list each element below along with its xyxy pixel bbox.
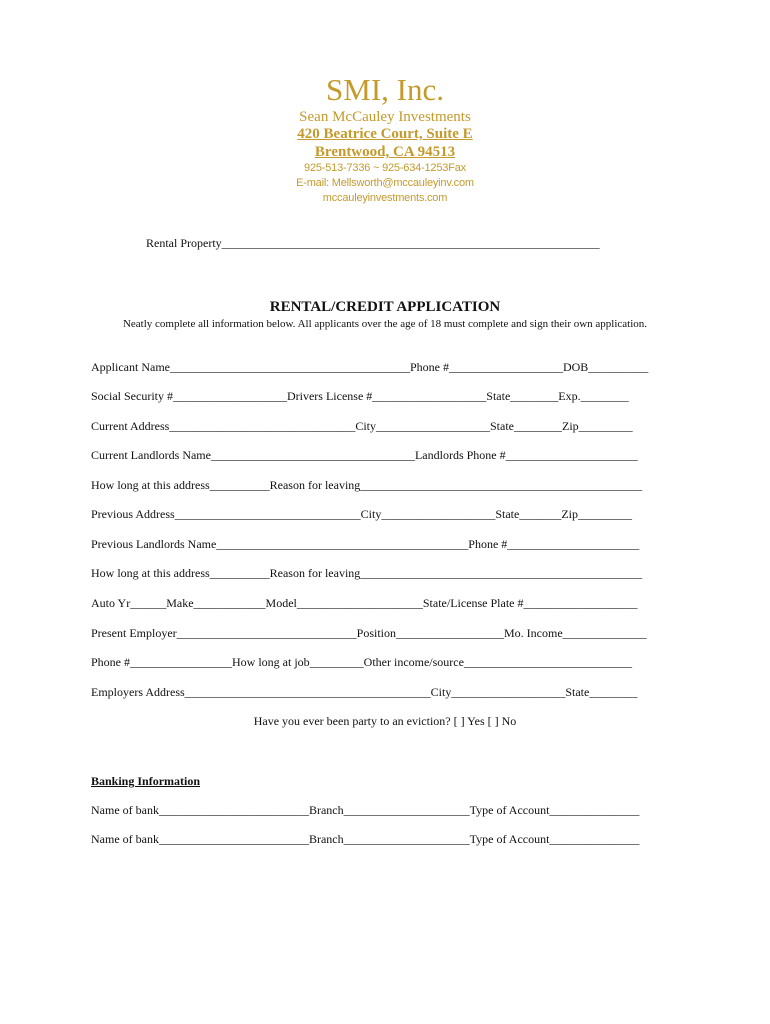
employment-phone-row[interactable]: Phone #_________________How long at job_________Other income/source____________________________ [91, 655, 632, 669]
previous-landlord-row[interactable]: Previous Landlords Name__________________________________________Phone #______________________ [91, 537, 640, 551]
current-duration-row[interactable]: How long at this address__________Reason for leaving_______________________________________________ [91, 478, 643, 492]
employer-address-row[interactable]: Employers Address_________________________________________City___________________State________ [91, 685, 638, 699]
rental-property-field[interactable]: Rental Property_______________________________________________________________ [146, 236, 600, 250]
application-instructions: Neatly complete all information below. All applicants over the age of 18 must complete and sign their own application. [122, 318, 648, 330]
previous-duration-row[interactable]: How long at this address__________Reason for leaving_______________________________________________ [91, 566, 643, 580]
address-line-2: Brentwood, CA 94513 [314, 144, 456, 160]
bank-row[interactable]: Name of bank_________________________Branch_____________________Type of Account_______________ [91, 832, 640, 846]
phone-fax-line: 925-513-7336 ~ 925-634-1253Fax [304, 162, 466, 174]
website-line: mccauleyinvestments.com [322, 192, 448, 204]
applicant-name-row[interactable]: Applicant Name________________________________________Phone #___________________DOB__________ [91, 360, 649, 374]
current-landlord-row[interactable]: Current Landlords Name__________________________________Landlords Phone #______________________ [91, 448, 638, 462]
bank-row[interactable]: Name of bank_________________________Branch_____________________Type of Account_______________ [91, 803, 640, 817]
company-name: SMI, Inc. [326, 72, 444, 107]
employer-row[interactable]: Present Employer______________________________Position__________________Mo. Income______________ [91, 626, 647, 640]
previous-address-row[interactable]: Previous Address_______________________________City___________________State_______Zip_________ [91, 507, 632, 521]
banking-heading: Banking Information [91, 774, 201, 788]
application-title: RENTAL/CREDIT APPLICATION [269, 299, 501, 315]
address-line-1: 420 Beatrice Court, Suite E [297, 126, 473, 142]
social-security-row[interactable]: Social Security #___________________Drivers License #___________________State________Exp.________ [91, 389, 629, 403]
email-line: E-mail: Mellsworth@mccauleyinv.com [296, 177, 474, 189]
company-subtitle: Sean McCauley Investments [299, 109, 471, 125]
current-address-row[interactable]: Current Address_______________________________City___________________State________Zip_________ [91, 419, 633, 433]
auto-row[interactable]: Auto Yr______Make____________Model_____________________State/License Plate #___________________ [91, 596, 638, 610]
eviction-question[interactable]: Have you ever been party to an eviction? [ ] Yes [ ] No [253, 714, 517, 728]
